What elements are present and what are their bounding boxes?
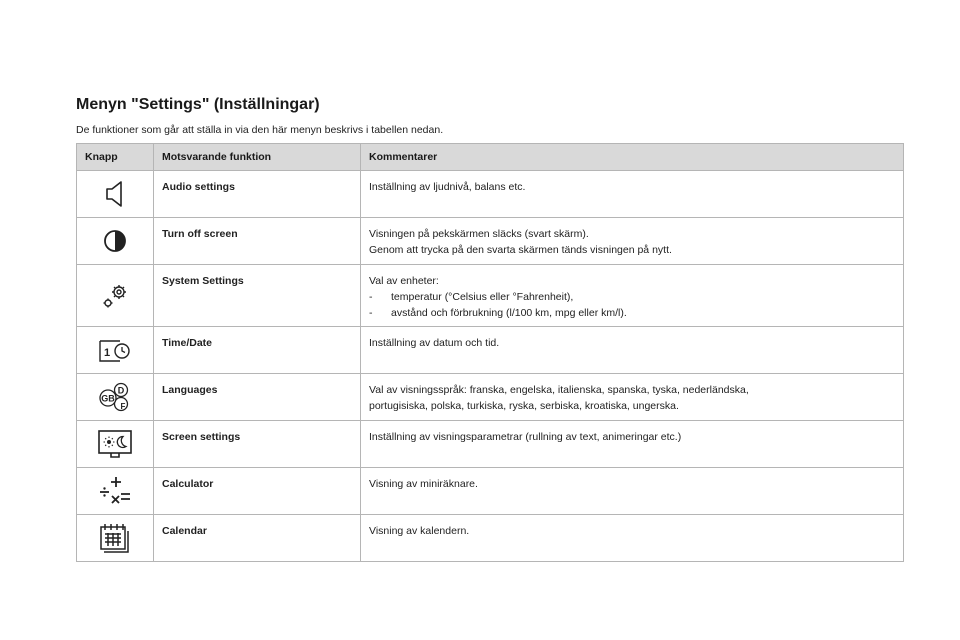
- bullet-line: [369, 289, 895, 305]
- header-comment: Kommentarer: [361, 144, 904, 171]
- comment-line: Val av enheter:: [369, 275, 439, 287]
- table-row: [77, 171, 904, 218]
- languages-icon: [77, 382, 153, 412]
- icon-cell: [77, 468, 154, 515]
- table-row: [77, 327, 904, 374]
- comment-line: Visning av kalendern.: [369, 525, 470, 537]
- icon-cell: [77, 265, 154, 327]
- comment: [361, 327, 904, 374]
- lang-f-label: F: [120, 402, 126, 411]
- comment-line: portugisiska, polska, turkiska, ryska, serbiska, kroatiska, ungerska.: [369, 400, 679, 412]
- settings-table: [76, 143, 904, 562]
- comment: [361, 171, 904, 218]
- bullet-line: [369, 305, 895, 321]
- header-function: Motsvarande funktion: [154, 144, 361, 171]
- half-circle-icon: [77, 229, 153, 253]
- function-name: Screen settings: [154, 421, 361, 468]
- bullet-marker: -: [369, 307, 373, 319]
- function-name: System Settings: [154, 265, 361, 327]
- function-name: Languages: [154, 374, 361, 421]
- comment: [361, 468, 904, 515]
- comment: [361, 515, 904, 562]
- comment-line: Val av visningsspråk: franska, engelska, italienska, spanska, tyska, nederländska,: [369, 384, 749, 396]
- comment: [361, 421, 904, 468]
- icon-cell: [77, 327, 154, 374]
- function-name: Turn off screen: [154, 218, 361, 265]
- bullet-text: temperatur (°Celsius eller °Fahrenheit),: [391, 291, 574, 303]
- function-name: Audio settings: [154, 171, 361, 218]
- comment-line: Inställning av visningsparametrar (rullning av text, animeringar etc.): [369, 431, 682, 443]
- function-name: Calculator: [154, 468, 361, 515]
- icon-cell: [77, 421, 154, 468]
- calendar-clock-icon: [77, 337, 153, 363]
- function-name: Time/Date: [154, 327, 361, 374]
- calendar-icon: [77, 522, 153, 554]
- comment: [361, 265, 904, 327]
- gears-icon: [77, 281, 153, 311]
- comment-line: Genom att trycka på den svarta skärmen tänds visningen på nytt.: [369, 244, 672, 256]
- icon-cell: [77, 171, 154, 218]
- icon-cell: [77, 374, 154, 421]
- comment-line: Visning av miniräknare.: [369, 478, 478, 490]
- table-row: [77, 218, 904, 265]
- table-header-row: [77, 144, 904, 171]
- comment-line: Inställning av datum och tid.: [369, 337, 500, 349]
- table-row: [77, 265, 904, 327]
- comment: [361, 374, 904, 421]
- monitor-sun-moon-icon: [77, 429, 153, 459]
- lang-gb-label: GB: [101, 393, 115, 404]
- time-digit: 1: [104, 347, 111, 359]
- page-title: Menyn "Settings" (Inställningar): [76, 96, 320, 113]
- calculator-icon: [77, 475, 153, 507]
- comment: [361, 218, 904, 265]
- bullet-marker: -: [369, 291, 373, 303]
- lang-d-label: D: [117, 385, 125, 396]
- bullet-text: avstånd och förbrukning (l/100 km, mpg eller km/l).: [391, 307, 627, 319]
- table-row: [77, 374, 904, 421]
- intro-text: De funktioner som går att ställa in via den här menyn beskrivs i tabellen nedan.: [76, 124, 444, 136]
- table-row: [77, 421, 904, 468]
- comment-line: Visningen på pekskärmen släcks (svart skärm).: [369, 228, 589, 240]
- header-knapp: Knapp: [77, 144, 154, 171]
- speaker-icon: [77, 179, 153, 209]
- comment-line: Inställning av ljudnivå, balans etc.: [369, 181, 526, 193]
- table-row: [77, 468, 904, 515]
- icon-cell: [77, 515, 154, 562]
- table-row: [77, 515, 904, 562]
- icon-cell: [77, 218, 154, 265]
- function-name: Calendar: [154, 515, 361, 562]
